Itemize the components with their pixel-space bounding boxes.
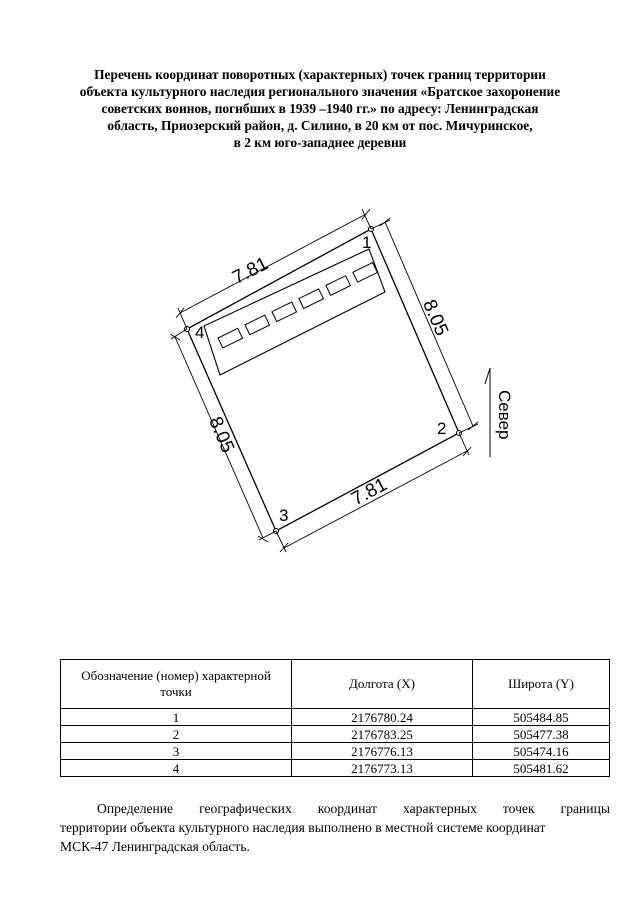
latitude-cell: 505477.38: [473, 726, 610, 743]
coordinate-system-note: [60, 799, 610, 856]
point-number: 3: [61, 743, 292, 760]
title-line: Перечень координат поворотных (характерных) точек границ территории: [94, 67, 546, 82]
point-number: 2: [61, 726, 292, 743]
table-row: [61, 760, 610, 777]
column-header: Долгота (X): [292, 660, 473, 709]
note-line: Определение географических координат характерных точек границы: [97, 801, 610, 816]
point-label-4: 4: [195, 323, 205, 342]
longitude-cell: 2176780.24: [292, 709, 473, 726]
longitude-cell: 2176776.13: [292, 743, 473, 760]
point-number: 1: [61, 709, 292, 726]
title-line: объекта культурного наследия регионального значения «Братское захоронение: [79, 84, 561, 99]
dimension-label-left: 8.05: [204, 413, 238, 456]
point-label-2: 2: [437, 419, 447, 438]
table-row: [61, 709, 610, 726]
dimension-right: [371, 218, 478, 433]
latitude-cell: 505484.85: [473, 709, 610, 726]
dimension-label-right: 8.05: [418, 296, 452, 339]
longitude-cell: 2176783.25: [292, 726, 473, 743]
latitude-cell: 505481.62: [473, 760, 610, 777]
dimension-label-top: 7.81: [229, 253, 272, 289]
column-header: Широта (Y): [473, 660, 610, 709]
point-label-3: 3: [279, 506, 289, 525]
dimension-label-bottom: 7.81: [348, 474, 391, 511]
boundary-polygon: [187, 229, 459, 531]
memorial-block: [204, 249, 385, 375]
point-number: 4: [61, 760, 292, 777]
site-plan-drawing: [0, 195, 640, 565]
longitude-cell: 2176773.13: [292, 760, 473, 777]
note-line: МСК-47 Ленинградская область.: [60, 839, 250, 854]
table-header-row: [61, 660, 610, 709]
title-line: область, Приозерский район, д. Силино, в 20 км от пос. Мичуринское,: [107, 118, 533, 133]
table-row: [61, 743, 610, 760]
point-label-1: 1: [362, 233, 372, 252]
document-title: [40, 66, 600, 151]
north-label: Север: [495, 390, 514, 440]
north-arrow-icon: [485, 368, 490, 457]
title-line: советских воинов, погибших в 1939 –1940 гг.» по адресу: Ленинградская: [101, 101, 539, 116]
column-header: Обозначение (номер) характерной точки: [61, 660, 292, 709]
table-row: [61, 726, 610, 743]
coordinates-table: [60, 659, 610, 777]
title-line: в 2 км юго-западнее деревни: [233, 135, 407, 150]
note-line: территории объекта культурного наследия выполнено в местной системе координат: [60, 820, 546, 835]
latitude-cell: 505474.16: [473, 743, 610, 760]
